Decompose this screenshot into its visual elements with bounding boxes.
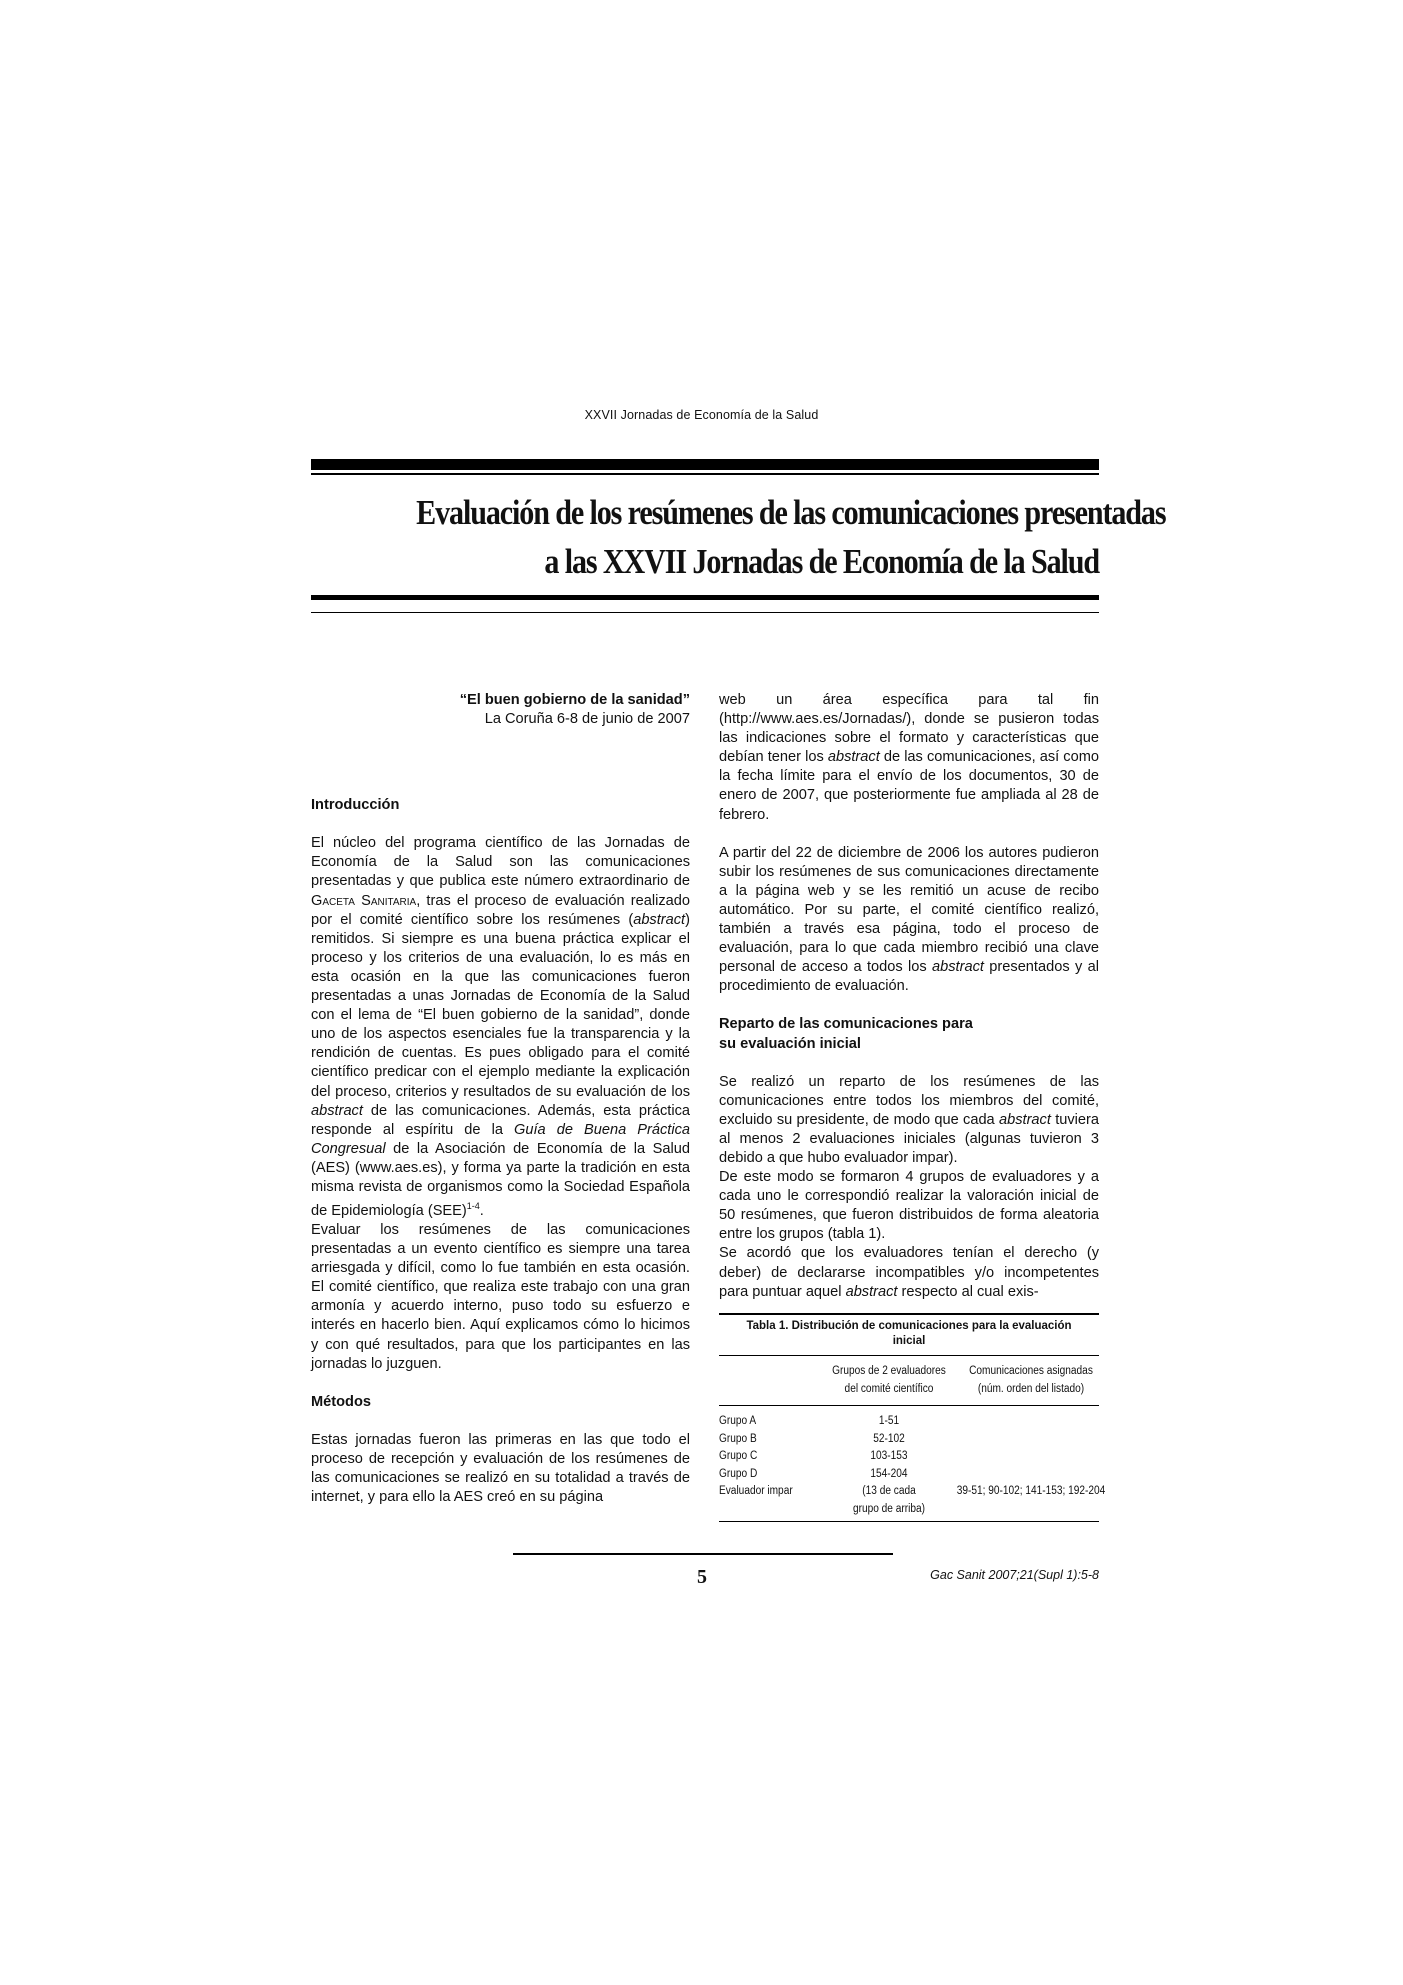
journal-name: Gaceta Sanitaria [311, 892, 417, 909]
table-header-groups: Grupos de 2 evaluadores del comité científico [832, 1365, 946, 1395]
table-row-range: 154-204 [870, 1467, 908, 1480]
table-row-label: Grupo D [719, 1467, 758, 1480]
table-header-assigned: Comunicaciones asignadas (núm. orden del listado) [969, 1365, 1093, 1395]
motto-place-date: La Coruña 6-8 de junio de 2007 [484, 711, 690, 728]
table-row-range: 52-102 [873, 1432, 905, 1445]
motto-slogan: “El buen gobierno de la sanidad” [459, 692, 690, 708]
heading-introduccion: Introducción [311, 797, 400, 814]
metodos-paragraph-1-continued: web un área específica para tal fin (http://www.aes.es/Jornadas/), donde se pusieron todas las indicaciones sobre el formato y características que debían tener los abstract de las comunicaciones, así como la fecha límite para el envío de los documentos, 30 de enero de 2007, que posteriormente fue ampliada al 28 de febrero. [719, 692, 1099, 823]
heading-reparto: Reparto de las comunicaciones para su evaluación inicial [719, 1016, 973, 1052]
guide-title: Guía de Buena Práctica Congresual [311, 1121, 691, 1157]
table-row-label: Grupo C [719, 1450, 758, 1462]
article-title [416, 488, 1166, 586]
article-title-line-1: Evaluación de los resúmenes de las comunicaciones presentadas [416, 493, 1166, 532]
reparto-paragraph-3: Se acordó que los evaluadores tenían el derecho (y deber) de declararse incompatibles y/o incompetentes para puntuar aquel abstract respecto al cual exis- [719, 1245, 1099, 1300]
table-top-rule [719, 1313, 1099, 1315]
right-column [719, 691, 1099, 1302]
journal-citation: Gac Sanit 2007;21(Supl 1):5-8 [930, 1568, 1099, 1582]
metodos-paragraph-2: A partir del 22 de diciembre de 2006 los autores pudieron subir los resúmenes de sus comunicaciones directamente a la página web y se les remitió un acuse de recibo automático. Por su parte, el comité científico realizó, también a través esa página, todo el proceso de evaluación, para lo que cada miembro recibió una clave personal de acceso a todos los abstract presentados y al procedimiento de evaluación. [719, 844, 1099, 995]
left-column [311, 691, 690, 1507]
title-bottom-thin-rule [311, 612, 1099, 613]
table-row-label: Grupo B [719, 1432, 757, 1445]
table-1 [719, 1313, 1106, 1523]
table-row-range: 1-51 [878, 1415, 900, 1427]
table-bottom-rule [719, 1521, 1099, 1522]
footer-rule [513, 1553, 893, 1555]
title-bottom-thick-rule [311, 595, 1099, 600]
reparto-paragraph-1: Se realizó un reparto de los resúmenes de las comunicaciones entre todos los miembros del comité, excluido su presidente, de modo que cada abstract tuviera al menos 2 evaluaciones iniciales (algunas tuvieron 3 debido a que hubo evaluador impar). [719, 1073, 1100, 1166]
table-row-assigned: 39-51; 90-102; 141-153; 192-204 [956, 1485, 1106, 1497]
metodos-paragraph-1: Estas jornadas fueron las primeras en las que todo el proceso de recepción y evaluación de los resúmenes de las comunicaciones se realizó en su totalidad a través de internet, y para ello la AES creó en su página [311, 1431, 690, 1506]
table-row-range: (13 de cada grupo de arriba) [852, 1485, 925, 1515]
title-top-thin-rule [311, 473, 1099, 475]
intro-paragraph-2: Evaluar los resúmenes de las comunicaciones presentadas a un evento científico es siempre una tarea arriesgada y difícil, como lo fue también en esta ocasión. El comité científico, que realiza este trabajo con una gran armonía y acuerdo interno, puso todo su esfuerzo e interés en hacerlo bien. Aquí explicamos cómo lo hicimos y con qué resultados, para que los participantes en las jornadas lo juzguen. [311, 1222, 690, 1372]
reparto-paragraph-2: De este modo se formaron 4 grupos de evaluadores y a cada uno le correspondió realizar la valoración inicial de 50 resúmenes, que fueron distribuidos de forma aleatoria entre los grupos (tabla 1). [719, 1169, 1099, 1243]
table-row-label: Grupo A [719, 1415, 757, 1427]
table-row-range: 103-153 [870, 1450, 908, 1462]
table-header-rule [719, 1405, 1099, 1406]
intro-paragraph-1: El núcleo del programa científico de las Jornadas de Economía de la Salud son las comunicaciones presentadas y que publica este número extraordinario de Gaceta Sanitaria, tras el proceso de evaluación realizado por el comité científico sobre los resúmenes (abstract) remitidos. Si siempre es una buena práctica explicar el proceso y los criterios de una evaluación, lo es más en esta ocasión en la que las comunicaciones fueron presentadas a unas Jornadas de Economía de la Salud con el lema de “El buen gobierno de la sanidad”, donde uno de los aspectos esenciales fue la transparencia y la rendición de cuentas. Es pues obligado para el comité científico predicar con el ejemplo mediante la explicación del proceso, criterios y resultados de su evaluación de los abstract de las comunicaciones. Además, esta práctica responde al espíritu de la Guía de Buena Práctica Congresual de la Asociación de Economía de la Salud (AES) (www.aes.es), y forma ya parte la tradición en esta misma revista de organismos como la Sociedad Española de Epidemiología (SEE)$^{1-4}$. [311, 835, 691, 1219]
running-head: XXVII Jornadas de Economía de la Salud [584, 408, 819, 422]
table-row-label: Evaluador impar [719, 1485, 793, 1497]
conference-motto [311, 691, 690, 729]
heading-metodos: Métodos [311, 1393, 371, 1410]
table-caption: Tabla 1. Distribución de comunicaciones para la evaluación inicial [746, 1320, 1072, 1347]
article-title-line-2: a las XXVII Jornadas de Economía de la Salud [544, 542, 1099, 581]
title-top-thick-rule [311, 459, 1099, 470]
table-caption-rule [719, 1355, 1099, 1356]
page-number: 5 [697, 1566, 707, 1588]
reference-superscript: 1-4 [466, 1201, 480, 1212]
